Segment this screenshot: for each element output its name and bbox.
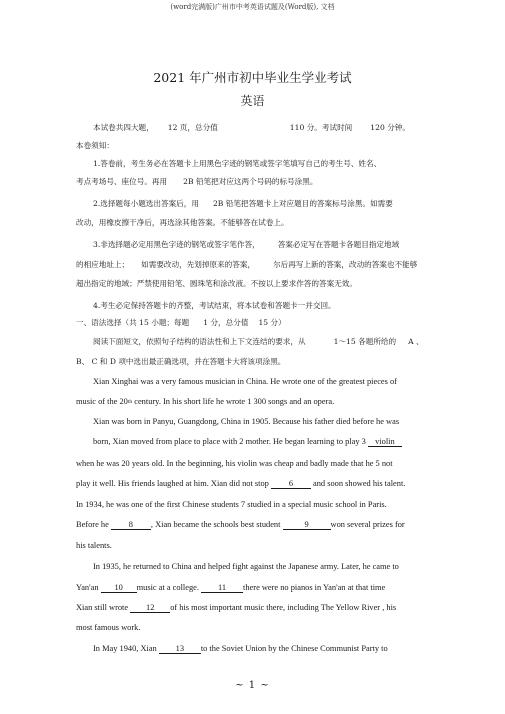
instruction-text: A 、 — [408, 337, 424, 346]
answer-blank: 11 — [201, 584, 243, 593]
section-heading-text: 一、语法选择（共 15 小题；每题 — [76, 318, 190, 327]
notice-3-line — [76, 260, 417, 270]
notice-text: 2B 铅笔把对应这两个号码的标号涂黑。 — [183, 177, 318, 186]
page-number: ~ 1 ~ — [235, 680, 270, 691]
notice-text: 2B 铅笔把答题卡上对应题目的答案标号涂黑。如需要 — [212, 199, 393, 208]
notice-text: 尔后再写上新的答案，改动的答案也不能够 — [273, 260, 418, 269]
notice-heading: 本卷须知： — [76, 141, 114, 150]
passage-text: music at a college. — [136, 583, 199, 592]
passage-line: his talents. — [76, 541, 112, 550]
notice-text: 考点考场号、座位号。再用 — [76, 177, 168, 186]
exam-title: 2021 年广州市初中毕业生学业考试 — [153, 70, 352, 85]
exam-info — [93, 123, 410, 133]
passage-line — [76, 397, 334, 407]
notice-3-line — [93, 240, 399, 250]
exam-info-part: 12 页，总分值 — [167, 123, 218, 132]
passage-text: there were no pianos in Yan'an at that time — [243, 583, 386, 592]
passage-line — [93, 644, 388, 654]
notice-2-line — [93, 199, 393, 209]
notice-4-line: 4.考生必定保持答题卡的齐整，考试结束，将本试卷和答题卡一并交回。 — [93, 301, 336, 310]
exam-info-part: 本试卷共四大题， — [93, 123, 154, 132]
section-instructions: B、 C 和 D 项中选出最正确选项，并在答题卡大将该项涂黑。 — [76, 357, 286, 366]
notice-text: 2.选择题每小题选出答案后，用 — [93, 199, 199, 208]
passage-text: and soon showed his talent. — [313, 479, 406, 488]
notice-1-line: 1.答卷前，考生务必在答题卡上用黑色字迹的钢笔或签字笔填写自己的考生号、姓名、 — [93, 159, 382, 168]
section-heading-text: 1 分，总分值 — [203, 318, 249, 327]
passage-line: Xian was born in Panyu, Guangdong, China in 1905. Because his father died before he was — [93, 417, 400, 426]
passage-text: Xian still wrote — [76, 603, 129, 612]
superscript: th — [127, 399, 133, 405]
notice-text: 答案必定写在答题卡各题目指定地域 — [277, 240, 400, 249]
instruction-text: 阅读下面短文，依照句子结构的语法性和上下文连结的要求，从 — [93, 337, 306, 346]
answer-blank: violin — [368, 438, 402, 447]
passage-line — [93, 437, 402, 447]
notice-text: 如需要改动，先划掉原来的答案， — [141, 260, 256, 269]
answer-blank: 13 — [159, 645, 201, 654]
instruction-text: 1～15 各题所给的 — [333, 337, 397, 346]
notice-3-line: 超出指定的地域；严禁使用铅笔、圆珠笔和涂改液。不按以上要求作答的答案无效。 — [76, 279, 357, 288]
passage-text: , Xian became the schools best student — [150, 520, 281, 529]
passage-line — [76, 479, 405, 489]
notice-2-line: 改动，用橡皮擦干净后，再选涂其他答案。不能够答在试卷上。 — [76, 218, 289, 227]
passage-line — [76, 520, 405, 530]
section-heading-text: 15 分） — [258, 318, 286, 327]
passage-text: play it well. His friends laughed at him. Xian did not stop — [76, 479, 269, 488]
answer-blank: 6 — [271, 480, 311, 489]
section-instructions — [93, 337, 424, 347]
answer-blank: 10 — [101, 584, 137, 593]
passage-line: In 1934, he was one of the first Chinese students 7 studied in a special music school in Paris. — [76, 500, 387, 509]
answer-blank: 8 — [111, 521, 151, 530]
exam-info-part: 120 分钟。 — [370, 123, 410, 132]
exam-info-part: 110 分。考试时间 — [289, 123, 353, 132]
notice-1-line — [76, 177, 317, 187]
passage-line — [76, 603, 396, 613]
passage-line: In 1935, he returned to China and helped fight against the Japanese army. Later, he came to — [93, 562, 399, 571]
passage-text: Before he — [76, 520, 109, 529]
passage-text: won several prizes for — [330, 520, 405, 529]
document-header: (word完满版)广州市中考英语试题及(Word版), 文档 — [170, 3, 335, 11]
passage-text: to the Soviet Union by the Chinese Communist Party to — [200, 644, 388, 653]
passage-line: when he was 20 years old. In the beginning, his violin was cheap and badly made that he 5 not — [76, 459, 393, 468]
section-heading — [76, 318, 286, 328]
notice-text: 3.非选择题必定用黑色字迹的钢笔或签字笔作答， — [93, 240, 260, 249]
passage-line: Xian Xinghai was a very famous musician in China. He wrote one of the greatest pieces of — [93, 377, 397, 386]
passage-text: Yan'an — [76, 583, 99, 592]
passage-line — [76, 583, 385, 593]
answer-blank: 12 — [130, 604, 170, 613]
passage-text: born, Xian moved from place to place with 2 mother. He began learning to play 3 — [93, 437, 366, 446]
passage-text: In May 1940, Xian — [93, 644, 157, 653]
passage-line: most famous work. — [76, 623, 141, 632]
exam-subject: 英语 — [240, 94, 265, 108]
answer-blank: 9 — [283, 521, 331, 530]
passage-text: music of the 20 — [76, 397, 128, 406]
passage-text: century. In his short life he wrote 1 300 songs and an opera. — [132, 397, 335, 406]
notice-text: 的相应地址上； — [76, 260, 130, 269]
passage-text: of his most important music there, including The Yellow River , his — [170, 603, 397, 612]
